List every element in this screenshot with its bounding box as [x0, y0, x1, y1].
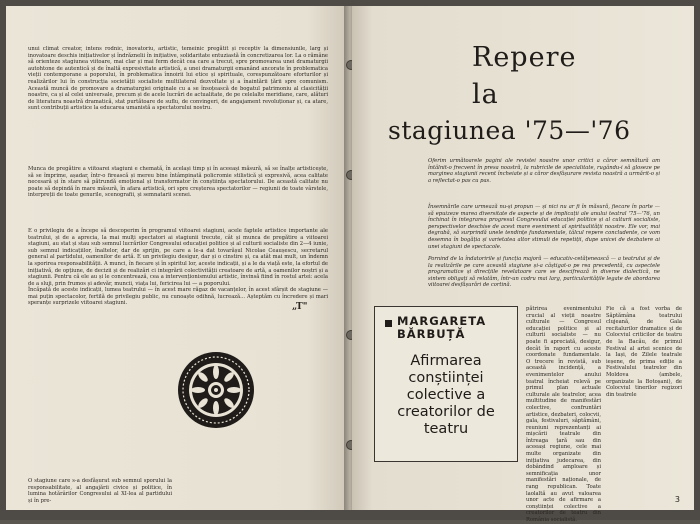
title-line-1: Repere: [472, 42, 577, 73]
left-page: [6, 6, 348, 510]
article-title: Afirmarea conștiinței colective a creatorilor de teatru: [397, 353, 495, 437]
article-column-2: Fie că a fost vorba de Săptămâna teatrului clujeană, de Gala recitalurilor dramatice și de Colocviul criticilor de teatru de la Bacău, de primul Festival al artei scenice de la Iași, de Zilele teatrale ieșene, de prima ediție a Festivalului teatrelor din Moldova (ambele, organizate la Botoșani), de Colocviul tinerilor regizori din teatrele: [606, 306, 682, 398]
author-title-box: [374, 306, 518, 462]
right-page: [352, 6, 694, 523]
title-line-2: la: [472, 79, 499, 110]
left-paragraph-3: E o privilegiu de a începe să descoperim în programul viitoarei stagiuni, acele faptele artistice importante ale teatrului, și de a aprecia, la mai mulți spectatori ai stagiunii trecute, cât și munca de pregătire a viitoarei stagiuni, au stat și stau sub semnul lucrărilor Congresului educației politice și al culturii socialiste din 2—4 iunie, sub semnul indicațiilor, înaltelor, dar de sprijin, pe care a le-a dat tovarășul Nicolae Ceaușescu, secretarul general al partidului, oamenilor de artă. E un privilegiu desigur, dar și o cinstire și, ca atât mai mult, un îndemn la sporirea responsabilității. A munci, în fiecare și în spiritul lor, aceste indicații, și a le da viață este, la efortul de inițiativă, de opțiune, de decizii și de realizări ci integrării colectivității creatoare de artă, a oamenilor noștri și a stagiunii. Pentru că ele au și le concentrează, cea a intervenționismului artistic, învinsă fiind în rostul artei: acela de a sluji, prin frumos și adevăr, muncii, viața lui, fericirea lui — a poporului.: [28, 228, 328, 287]
author-name: MARGARETA BĂRBUȚĂ: [397, 314, 487, 341]
article-column-1: pătrirea evenimentului crucial al vieții noastre culturale — Congresul educației politice și al culturii socialiste — nu poate fi apreciată, desigur, decât în raport cu aceste coordonate fundamentale. O trecere în revistă, sub această incidență, a evenimentelor anului teatral încheiat relevă pe primul plan actuale culturale ale teatrelor, acea multitudine de manifestări colective, confruntări artistice, dezbateri, colocvii, gala, festivaluri, săptămâni, reuniuni reprezentanți ai mișcării teatrale din întreaga țară sau din aceeași regiune, cele mai multe organizate din inițiativa judecarea, din dobândind amploare și semnificația unor manifestări naționale, de rang republican. Toate laolaltă au avut valoarea unor acte de afirmare a conștiinței colective a creatorilor de teatru din România socialistă.: [526, 306, 601, 523]
intro-paragraph-1: Oferim următoarele pagini ale revistei noastre unor critici a căror semnătură am întâlnit-o frecvent în presa noastră, la rubricile de specialitate, rugându-i să gloseze pe marginea stagiunii recent încheiate și a căror desfășurare revista noastră a urmărit-o și a reflectat-o pas cu pas.: [428, 158, 660, 184]
quote-mark: „T": [292, 302, 308, 312]
title-line-3: stagiunea '75—'76: [388, 116, 631, 145]
square-bullet-icon: [385, 320, 392, 327]
rosette-ornament-icon: [176, 350, 256, 430]
left-bottom-text: O stagiune care s-a desfășurat sub semnul sporului la responsabilitate, al angajării civice și politice, în lumina hotărârilor Congresului al XI-lea al partidului și în pre-: [28, 478, 172, 504]
left-paragraph-4: Încăpată de aceste indicații, lumea teatrului — în acest mare răgaz de vacanțelor, în acest sfârșit de stagiune — mai puțin spectacolor, fertilă de privilegiu public, nu cunoaște odihnă, lucrează... Așteptăm cu încredere și mari speranțe surprizele viitoarei stagiuni.: [28, 287, 328, 307]
intro-paragraph-3: Pornind de la îndatoririle și funcția majoră — educativ-cetățenească — a teatrului și de la realizările pe care această stagiune și-a câștigat-o pe rea precedentă, cu aspectele programatice și direcțiile revelatoare care se descifrează în diverse dialectică, ne sintem obligați să relatăm, într-un codru mai larg, particularitățile legate de abordarea viitoarei desfășurări de cortină.: [428, 256, 660, 289]
left-paragraph-2: Munca de pregătire a viitoarei stagiuni e chemată, în același timp și în aceeași măsură, să se înalțe artisticește, să se împrime, așadar, într-o firească și mereu bine întâmpinată policromie stilistică și expresivă, acea calitate necesară și în stare să pătrundă emoțional și transformator în conștiința spectatorului. De această calitate nu poate să depindă în mare măsură, în afara artistică, ori spre creșterea spectatorilor — regiunii de toate vârstele, interpreții de toate genurile, scenografii, și semnatarii scenei.: [28, 166, 328, 199]
page-number: 3: [674, 495, 680, 504]
intro-paragraph-2: Însemnările care urmează nu-și propun — și nici nu ar fi în măsură, fiecare în parte — să epuizeze marea diversitate de aspecte și de implicații ale anului teatral '75—'76, un închinat în integrarea progresul Congresului educației politice și al culturii socialiste, perspectivelor deschise de acest mare eveniment al spiritualității noastre. Ele vor, mai degrabă, să surprindă unele tendințe fundamentale, tâlcul repere concludente, ce vom desemna în bogăția și varietatea altor stimuli de repetiții, dupe unicei de dezbatere ai unei stagiuni de spectacole.: [428, 204, 660, 250]
left-paragraph-1: unui climat creator, intens rodnic, inovatoriu, artistic, temeinic pregătit și receptiv la dimensiunile, larg și inovatoare deschis inițiativelor și îndrăznelii în inițiative, solidaritate entuziastă în concretizarea lor. La o rămâne să orienteze stagiunea viitoare, mai clar și mai ferm decât cea care a trecut, spre promovarea unei dramaturgii autohtone de autentică și de înaltă expresivitate artistică, a unei dramaturgii emanând ancorate în problematica vieții contemporane a poporului, în problematica înnoirii lui etice și spirituale, corespunzătoare eforturilor și realizărilor lui în construcția societății socialiste multilateral dezvoltate și a înaintării țării spre comunism. Această muncă de promovare a dramaturgiei originale cu a se însoțească de bogatul patrimoniu al clasicității noastre, ca și al celei universale, precum și de acele lucrări de actualitate, de pe celelalte meridiane, care, alături de literatura noastră dramatică, stat purtătoare de suflu, de convingeri, de angajament revoluționar și, ca atare, sunt contribuții artistice la educarea umanistă a spectatorului nostru.: [28, 46, 328, 112]
